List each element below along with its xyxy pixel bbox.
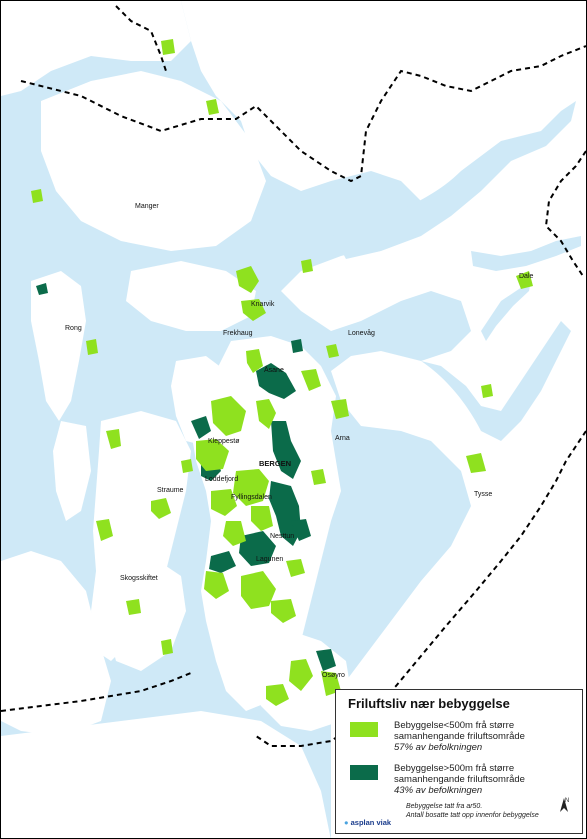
logo-text: asplan viak <box>350 818 392 827</box>
place-label: Nesttun <box>270 533 295 540</box>
place-label: Kleppestø <box>208 438 240 445</box>
legend-text: samanhengande friluftsområde <box>394 731 525 742</box>
place-label: Dale <box>519 273 534 280</box>
legend-text: samanhengande friluftsområde <box>394 774 525 785</box>
place-label: Osøyro <box>322 672 345 679</box>
place-label: Fyllingsdalen <box>231 494 272 501</box>
place-label: Lagunen <box>256 556 284 563</box>
place-label: Straume <box>157 487 184 494</box>
legend-percent: 57% av befolkningen <box>394 742 483 753</box>
footnote-line: Bebyggelse tatt fra ar50. <box>406 803 483 810</box>
place-label: Arna <box>335 435 350 442</box>
place-label: Åsane <box>264 367 284 374</box>
place-label: Loddefjord <box>205 476 239 483</box>
place-label-city: BERGEN <box>259 459 292 468</box>
legend-swatch-far <box>350 765 378 780</box>
place-label: Rong <box>65 325 82 332</box>
legend-title: Friluftsliv nær bebyggelse <box>348 696 510 711</box>
legend-text: Bebyggelse<500m frå større <box>394 720 515 731</box>
legend-percent: 43% av befolkningen <box>394 785 483 796</box>
logo-mark-icon: ● <box>344 818 349 827</box>
place-label: Skogsskiftet <box>120 575 158 582</box>
north-arrow-icon <box>560 798 574 804</box>
place-label: Frekhaug <box>223 330 253 337</box>
asplan-viak-logo <box>344 818 391 827</box>
legend-item-near <box>394 720 525 753</box>
place-label: Knarvik <box>251 301 275 308</box>
place-label: Manger <box>135 203 159 210</box>
place-label: Tysse <box>474 491 493 498</box>
legend-item-far <box>394 763 525 796</box>
north-label: N <box>564 798 570 804</box>
place-label: Lonevåg <box>348 330 375 337</box>
legend-footnote <box>406 802 539 820</box>
legend-text: Bebyggelse>500m frå større <box>394 763 515 774</box>
north-arrow-shape <box>560 798 568 812</box>
footnote-line: Antall bosatte tatt opp innenfor bebyggelse <box>406 812 539 819</box>
legend <box>335 689 583 834</box>
legend-swatch-near <box>350 722 378 737</box>
